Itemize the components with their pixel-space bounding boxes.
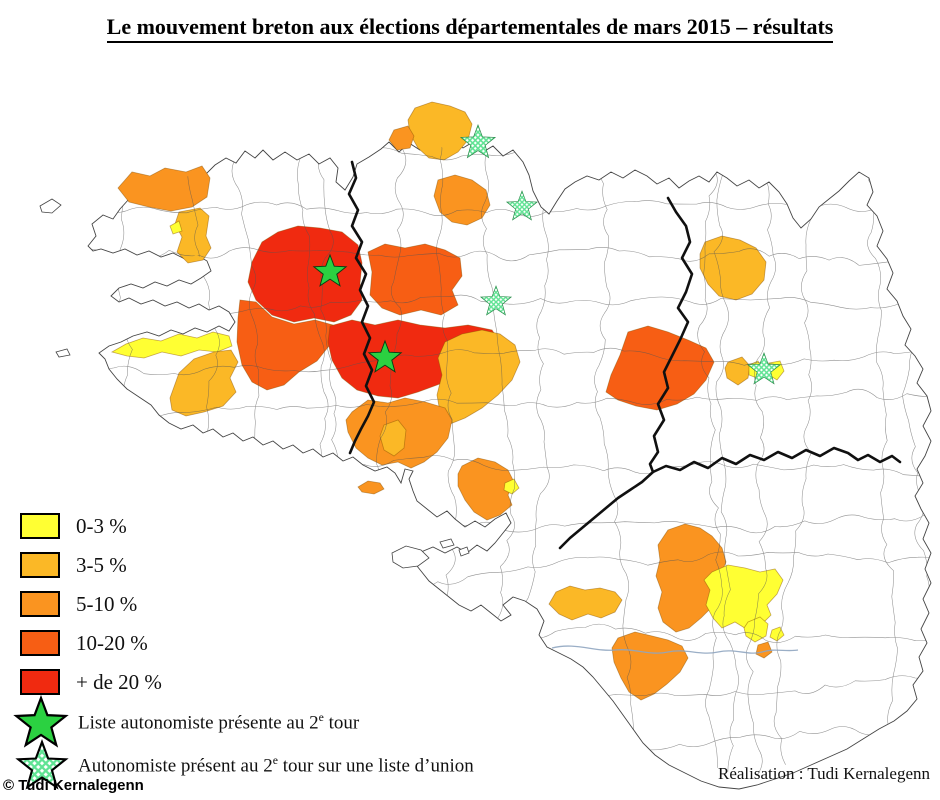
page-title: Le mouvement breton aux élections départementales de mars 2015 – résultats <box>0 14 940 40</box>
legend-solid-star-label: Liste autonomiste présente au 2e tour <box>78 711 360 734</box>
legend-label: 0-3 % <box>76 514 127 538</box>
coastline <box>88 140 931 789</box>
legend <box>20 512 162 707</box>
legend-row <box>20 590 162 618</box>
legend-swatch <box>20 552 60 578</box>
legend-label: 3-5 % <box>76 553 127 577</box>
legend-union-star-label: Autonomiste présent au 2e tour sur une liste d’union <box>78 754 474 777</box>
legend-swatch <box>20 513 60 539</box>
realisation-credit: Réalisation : Tudi Kernalegenn <box>717 764 930 783</box>
legend-row <box>20 551 162 579</box>
map-region <box>358 481 384 494</box>
legend-row <box>20 629 162 657</box>
island <box>56 349 70 357</box>
island <box>440 539 454 548</box>
legend-label: 10-20 % <box>76 631 148 655</box>
map-region <box>368 244 462 315</box>
legend-row <box>20 512 162 540</box>
legend-label: + de 20 % <box>76 670 162 694</box>
legend-row <box>20 668 162 696</box>
legend-swatch <box>20 630 60 656</box>
legend-label: 5-10 % <box>76 592 138 616</box>
legend-swatch <box>20 669 60 695</box>
copyright-note: © Tudi Kernalegenn <box>3 777 144 794</box>
legend-swatch <box>20 591 60 617</box>
island <box>40 199 61 213</box>
map-region <box>248 226 362 322</box>
